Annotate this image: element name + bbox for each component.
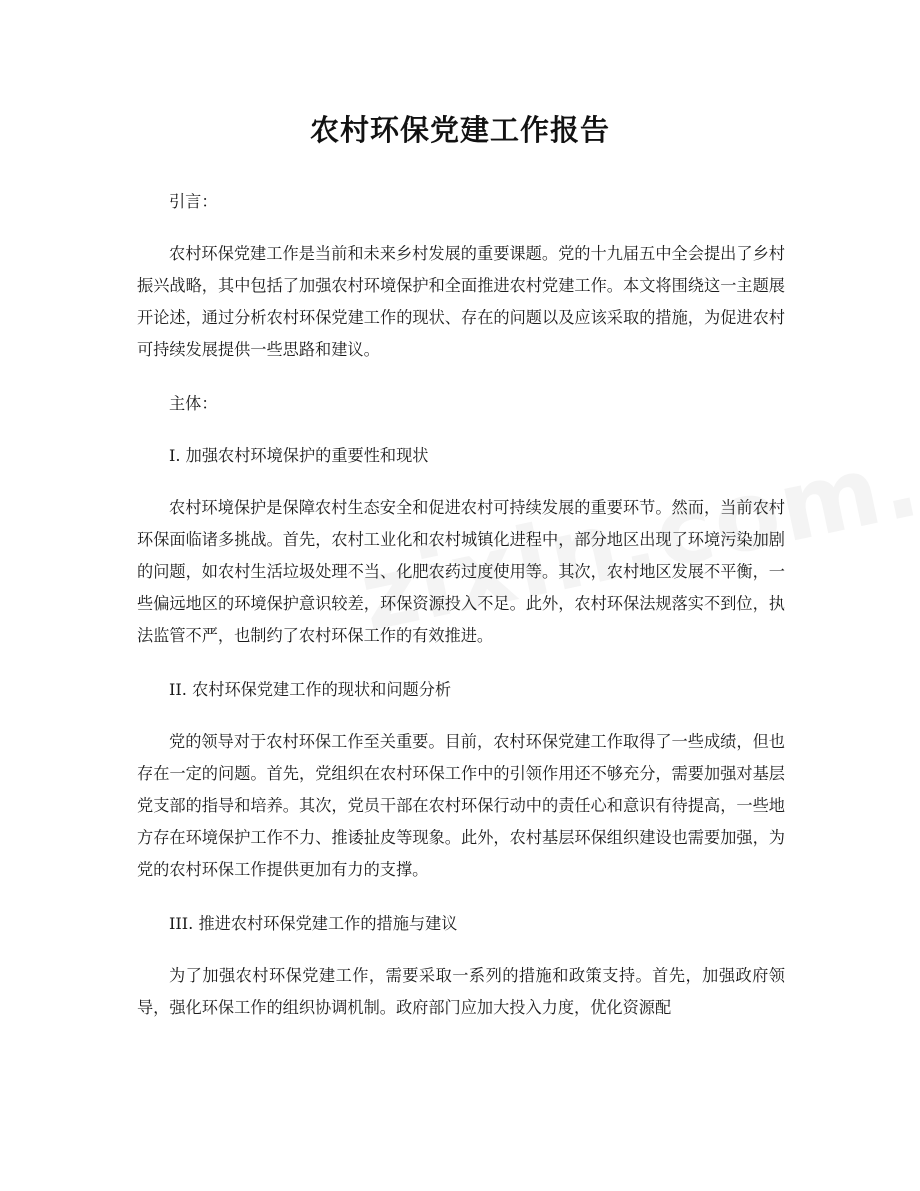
document-title: 农村环保党建工作报告 (309, 113, 610, 147)
document-body (137, 186, 785, 1046)
section1-paragraph: 农村环境保护是保障农村生态安全和促进农村可持续发展的重要环节。然而，当前农村环保面临诸多挑战。首先，农村工业化和农村城镇化进程中，部分地区出现了环境污染加剧的问题，如农村生活垃圾处理不当、化肥农药过度使用等。其次，农村地区发展不平衡，一些偏远地区的环境保护意识较差，环保资源投入不足。此外，农村环保法规落实不到位，执法监管不严，也制约了农村环保工作的有效推进。 (137, 498, 785, 645)
section2-heading: II. 农村环保党建工作的现状和问题分析 (169, 680, 452, 699)
section1-heading: I. 加强农村环境保护的重要性和现状 (169, 446, 429, 465)
intro-label: 引言： (169, 192, 218, 211)
section3-heading: III. 推进农村环保党建工作的措施与建议 (169, 914, 458, 933)
body-label: 主体： (169, 394, 218, 413)
intro-paragraph: 农村环保党建工作是当前和未来乡村发展的重要课题。党的十九届五中全会提出了乡村振兴战略，其中包括了加强农村环境保护和全面推进农村党建工作。本文将围绕这一主题展开论述，通过分析农村环保党建工作的现状、存在的问题以及应该采取的措施，为促进农村可持续发展提供一些思路和建议。 (137, 244, 785, 359)
section2-paragraph: 党的领导对于农村环保工作至关重要。目前，农村环保党建工作取得了一些成绩，但也存在一定的问题。首先，党组织在农村环保工作中的引领作用还不够充分，需要加强对基层党支部的指导和培养。其次，党员干部在农村环保行动中的责任心和意识有待提高，一些地方存在环境保护工作不力、推诿扯皮等现象。此外，农村基层环保组织建设也需要加强，为党的农村环保工作提供更加有力的支撑。 (137, 732, 785, 879)
section3-paragraph: 为了加强农村环保党建工作，需要采取一系列的措施和政策支持。首先，加强政府领导，强化环保工作的组织协调机制。政府部门应加大投入力度，优化资源配 (137, 966, 785, 1017)
